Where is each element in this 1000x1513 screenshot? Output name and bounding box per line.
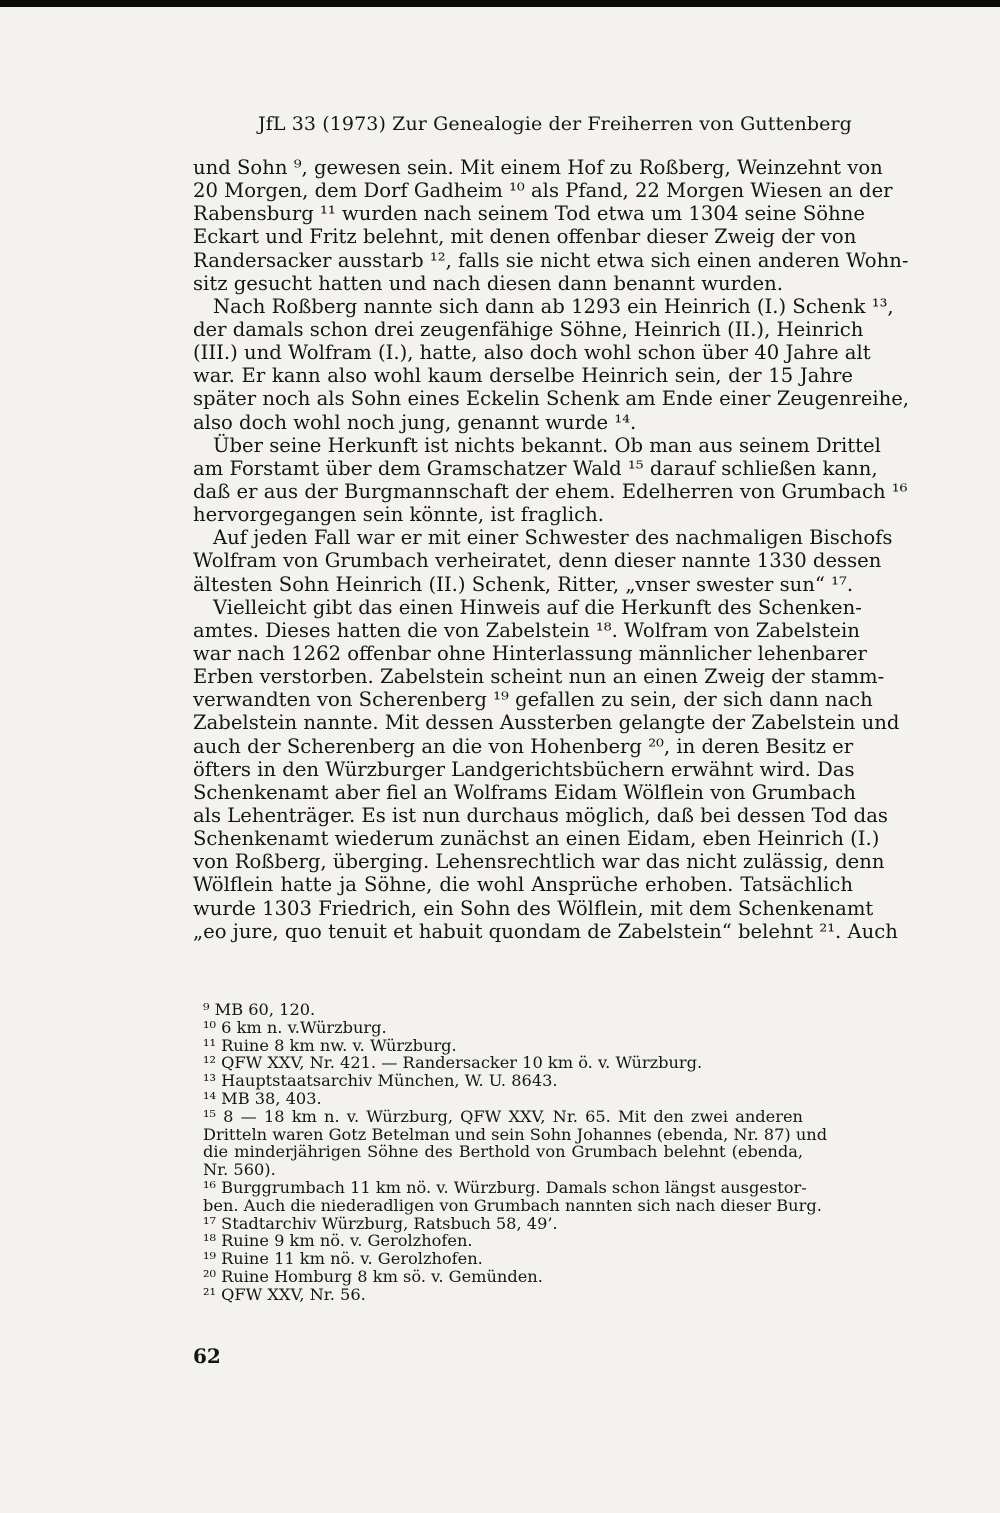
text-line: Vielleicht gibt das einen Hinweis auf die Herkunft des Schenken-: [213, 595, 862, 619]
footnote-line: ²⁰ Ruine Homburg 8 km sö. v. Gemünden.: [203, 1266, 543, 1286]
text-line: von Roßberg, überging. Lehensrechtlich war das nicht zulässig, denn: [193, 850, 885, 874]
text-line: Zabelstein nannte. Mit dessen Aussterben gelangte der Zabelstein und: [193, 711, 900, 735]
footnote-line: ¹⁴ MB 38, 403.: [203, 1088, 322, 1108]
text-line: Über seine Herkunft ist nichts bekannt. Ob man aus seinem Drittel: [213, 433, 881, 457]
text-line: verwandten von Scherenberg ¹⁹ gefallen zu sein, der sich dann nach: [193, 688, 873, 712]
footnote-line: ¹⁰ 6 km n. v.Würzburg.: [203, 1017, 387, 1037]
text-line: Randersacker ausstarb ¹², falls sie nicht etwa sich einen anderen Wohn-: [193, 248, 909, 272]
text-line: der damals schon drei zeugenfähige Söhne, Heinrich (II.), Heinrich: [193, 317, 864, 341]
text-line: daß er aus der Burgmannschaft der ehem. Edelherren von Grumbach ¹⁶: [193, 479, 908, 503]
text-line: Wölflein hatte ja Söhne, die wohl Ansprüche erhoben. Tatsächlich: [193, 873, 853, 897]
footnote-line: ⁹ MB 60, 120.: [203, 1000, 316, 1019]
text-line: sitz gesucht hatten und nach diesen dann benannt wurden.: [193, 271, 783, 295]
text-line: amtes. Dieses hatten die von Zabelstein ¹⁸. Wolfram von Zabelstein: [193, 618, 860, 642]
text-line: und Sohn ⁹, gewesen sein. Mit einem Hof zu Roßberg, Weinzehnt von: [193, 156, 883, 179]
main-text: [193, 156, 910, 943]
footnote-line: die minderjährigen Söhne des Berthold von Grumbach belehnt (ebenda,: [203, 1142, 803, 1162]
footnote-line: ¹² QFW XXV, Nr. 421. — Randersacker 10 km ö. v. Würzburg.: [203, 1053, 703, 1073]
footnote-line: ¹⁷ Stadtarchiv Würzburg, Ratsbuch 58, 49’.: [203, 1213, 558, 1233]
text-line: Erben verstorben. Zabelstein scheint nun an einen Zweig der stamm-: [193, 665, 885, 689]
footnote-line: Nr. 560).: [203, 1160, 276, 1180]
footnote-line: ¹⁹ Ruine 11 km nö. v. Gerolzhofen.: [203, 1249, 483, 1269]
text-line: 20 Morgen, dem Dorf Gadheim ¹⁰ als Pfand, 22 Morgen Wiesen an der: [193, 179, 893, 203]
text-line: hervorgegangen sein könnte, ist fraglich.: [193, 503, 604, 527]
text-line: Schenkenamt wiederum zunächst an einen Eidam, eben Heinrich (I.): [193, 827, 880, 851]
footnote-line: ¹⁶ Burggrumbach 11 km nö. v. Würzburg. Damals schon längst ausgestor-: [203, 1177, 807, 1197]
scan-top-border: [0, 0, 1000, 7]
text-line: Rabensburg ¹¹ wurden nach seinem Tod etwa um 1304 seine Söhne: [193, 202, 865, 226]
text-line: später noch als Sohn eines Eckelin Schenk am Ende einer Zeugenreihe,: [193, 387, 910, 411]
text-line: Auf jeden Fall war er mit einer Schwester des nachmaligen Bischofs: [213, 526, 893, 550]
text-line: Schenkenamt aber fiel an Wolframs Eidam Wölflein von Grumbach: [193, 780, 856, 804]
text-line: Eckart und Fritz belehnt, mit denen offenbar dieser Zweig der von: [193, 225, 857, 249]
text-line: „eo jure, quo tenuit et habuit quondam de Zabelstein“ belehnt ²¹. Auch: [193, 919, 898, 943]
footnote-line: ¹¹ Ruine 8 km nw. v. Würzburg.: [203, 1035, 457, 1055]
footnote-line: ¹⁸ Ruine 9 km nö. v. Gerolzhofen.: [203, 1231, 473, 1251]
text-line: (III.) und Wolfram (I.), hatte, also doch wohl schon über 40 Jahre alt: [193, 341, 871, 365]
text-line: am Forstamt über dem Gramschatzer Wald ¹⁵ darauf schließen kann,: [193, 456, 878, 480]
running-head: JfL 33 (1973) Zur Genealogie der Freiherren von Guttenberg: [258, 113, 852, 135]
text-line: also doch wohl noch jung, genannt wurde ¹⁴.: [193, 410, 637, 434]
footnote-line: ¹³ Hauptstaatsarchiv München, W. U. 8643.: [203, 1071, 558, 1091]
text-line: als Lehenträger. Es ist nun durchaus möglich, daß bei dessen Tod das: [193, 803, 888, 827]
text-line: auch der Scherenberg an die von Hohenberg ²⁰, in deren Besitz er: [193, 734, 854, 758]
footnote-line: ben. Auch die niederadligen von Grumbach nannten sich nach dieser Burg.: [203, 1195, 822, 1215]
text-line: war. Er kann also wohl kaum derselbe Heinrich sein, der 15 Jahre: [193, 364, 853, 388]
footnotes: [203, 1000, 828, 1304]
footnote-line: Dritteln waren Gotz Betelman und sein Sohn Johannes (ebenda, Nr. 87) und: [203, 1124, 828, 1144]
footnote-line: ¹⁵ 8 — 18 km n. v. Würzburg, QFW XXV, Nr. 65. Mit den zwei anderen: [203, 1106, 803, 1126]
text-line: wurde 1303 Friedrich, ein Sohn des Wölflein, mit dem Schenkenamt: [193, 896, 874, 920]
footnote-line: ²¹ QFW XXV, Nr. 56.: [203, 1284, 366, 1304]
text-line: war nach 1262 offenbar ohne Hinterlassung männlicher lehenbarer: [193, 641, 867, 665]
text-line: Wolfram von Grumbach verheiratet, denn dieser nannte 1330 dessen: [193, 549, 882, 573]
page-number: 62: [193, 1344, 221, 1368]
text-line: ältesten Sohn Heinrich (II.) Schenk, Ritter, „vnser swester sun“ ¹⁷.: [193, 572, 854, 596]
text-line: öfters in den Würzburger Landgerichtsbüchern erwähnt wird. Das: [193, 757, 855, 781]
text-line: Nach Roßberg nannte sich dann ab 1293 ein Heinrich (I.) Schenk ¹³,: [213, 294, 894, 318]
